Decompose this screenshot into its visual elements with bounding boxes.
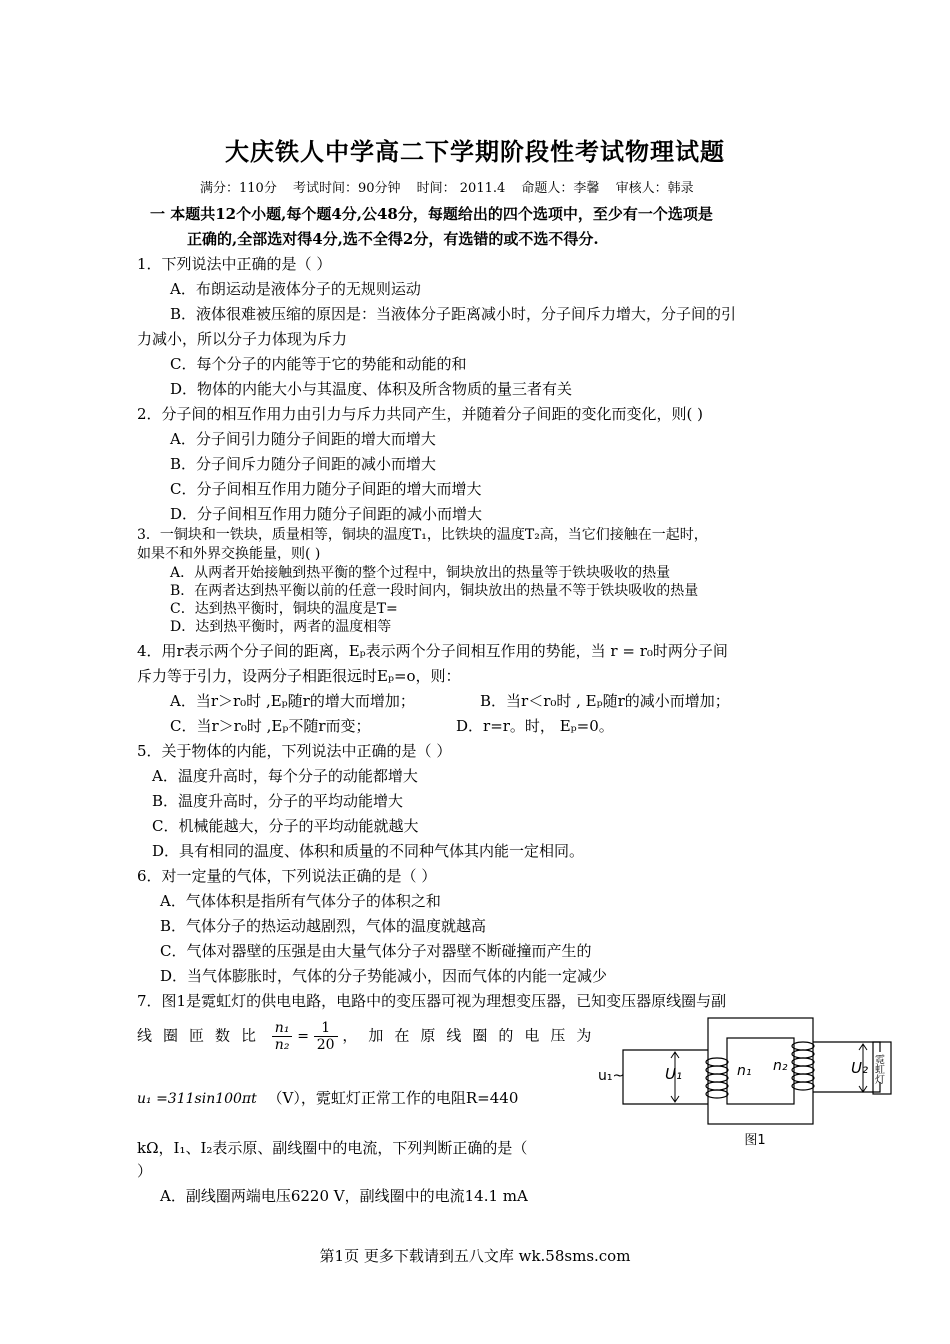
full-score: 满分：110分 <box>200 181 277 196</box>
q2-option-b: B．分子间斥力随分子间距的减小而增大 <box>170 455 437 473</box>
secondary-wire-bottom <box>813 1082 880 1092</box>
ratio-num-left: n₁ <box>272 1020 293 1037</box>
author: 命题人：李馨 <box>521 181 600 196</box>
q7-ratio-suffix: ，加在原线圈的电压为 <box>342 1026 603 1045</box>
lamp-label: 霓虹灯 <box>872 1054 884 1084</box>
q7-stem-line4: kΩ，I₁、I₂表示原、副线圈中的电流，下列判断正确的是（ <box>137 1139 528 1157</box>
q4-option-c: C．当r＞r₀时 ,Eₚ不随r而变； <box>170 717 371 735</box>
q2-option-d: D．分子间相互作用力随分子间距的减小而增大 <box>170 505 483 523</box>
ratio-fraction-right <box>314 1020 338 1053</box>
q7-ratio-prefix: 线圈匝数比 <box>137 1026 268 1045</box>
q5-option-a: A．温度升高时，每个分子的动能都增大 <box>152 767 418 785</box>
n1-label: n₁ <box>737 1063 752 1079</box>
ratio-den-left: n₂ <box>274 1037 290 1053</box>
q7-ratio-line: 线圈匝数比 $\frac{\text{n₁}}{\text{n₂}}$ = $\frac{1}{20}$ ，加在原线圈的电压为 <box>137 1020 603 1053</box>
q6-stem: 6．对一定量的气体，下列说法正确的是（ ） <box>137 867 437 885</box>
section-instructions-line2: 正确的,全部选对得4分,选不全得2分，有选错的或不选不得分. <box>187 230 599 248</box>
q6-option-c: C．气体对器壁的压强是由大量气体分子对器壁不断碰撞而产生的 <box>160 942 592 960</box>
q7-voltage-line <box>137 1087 518 1108</box>
q5-stem: 5．关于物体的内能，下列说法中正确的是（ ） <box>137 742 452 760</box>
reviewer: 审核人：韩录 <box>615 181 694 196</box>
ratio-fraction-left <box>272 1020 293 1053</box>
q3-option-d: D．达到热平衡时，两者的温度相等 <box>170 619 392 635</box>
exam-meta <box>200 177 706 196</box>
voltage-formula: u₁ =311sin100πt <box>137 1091 257 1107</box>
q4-option-d: D．r=r。时， Eₚ=0。 <box>456 717 614 735</box>
q1-option-a: A．布朗运动是液体分子的无规则运动 <box>170 280 421 298</box>
q1-option-c: C．每个分子的内能等于它的势能和动能的和 <box>170 355 467 373</box>
q6-option-d: D．当气体膨胀时，气体的分子势能减小，因而气体的内能一定减少 <box>160 967 608 985</box>
exam-date: 时间： 2011.4 <box>416 181 506 196</box>
secondary-coil <box>792 1042 814 1090</box>
q6-option-a: A．气体体积是指所有气体分子的体积之和 <box>160 892 441 910</box>
q3-stem-line2: 如果不和外界交换能量，则( ) <box>137 546 321 562</box>
q7-stem-line5: ） <box>137 1162 153 1180</box>
q5-option-c: C．机械能越大，分子的平均动能就越大 <box>152 817 419 835</box>
page-title: 大庆铁人中学高二下学期阶段性考试物理试题 <box>225 137 725 166</box>
q4-option-a: A．当r＞r₀时 ,Eₚ随r的增大而增加； <box>170 692 415 710</box>
q4-stem-line1: 4．用r表示两个分子间的距离，Eₚ表示两个分子间相互作用的势能，当 r = r₀时两分子间 <box>137 642 728 660</box>
figure-caption: 图1 <box>744 1133 766 1148</box>
q6-option-b: B．气体分子的热运动越剧烈，气体的温度就越高 <box>160 917 487 935</box>
exam-time: 考试时间：90分钟 <box>292 181 401 196</box>
q3-stem-line1: 3．一铜块和一铁块，质量相等，铜块的温度T₁，比铁块的温度T₂高，当它们接触在一起时， <box>137 527 708 543</box>
q1-option-b-line2: 力减小，所以分子力体现为斥力 <box>137 330 348 348</box>
u1-source-label: u₁~ <box>598 1068 625 1084</box>
core-outer <box>708 1018 813 1124</box>
q7-option-a: A．副线圈两端电压6220 V，副线圈中的电流14.1 mA <box>160 1187 528 1205</box>
q2-option-a: A．分子间引力随分子间距的增大而增大 <box>170 430 436 448</box>
q5-option-d: D．具有相同的温度、体积和质量的不同种气体其内能一定相同。 <box>152 842 585 860</box>
voltage-rest: （V），霓虹灯正常工作的电阻R=440 <box>267 1089 519 1107</box>
q4-stem-line2: 斥力等于引力，设两分子相距很远时Eₚ=o，则： <box>137 667 461 685</box>
u1-label: U₁ <box>665 1065 682 1083</box>
q3-option-b: B．在两者达到热平衡以前的任意一段时间内，铜块放出的热量不等于铁块吸收的热量 <box>170 583 699 599</box>
ratio-num-right: 1 <box>314 1020 338 1037</box>
section-instructions-line1: 一 本题共12个小题,每个题4分,公48分，每题给出的四个选项中，至少有一个选项是 <box>150 205 713 223</box>
q2-option-c: C．分子间相互作用力随分子间距的增大而增大 <box>170 480 482 498</box>
page-footer: 第1页 更多下载请到五八文库 wk.58sms.com <box>319 1247 631 1265</box>
secondary-wire-top <box>813 1042 880 1052</box>
transformer-diagram <box>595 1012 905 1152</box>
ratio-den-right: 20 <box>316 1037 335 1053</box>
q1-stem: 1．下列说法中正确的是（ ） <box>137 255 332 273</box>
primary-coil <box>706 1058 728 1098</box>
u2-label: U₂ <box>851 1059 868 1077</box>
n2-label: n₂ <box>773 1058 788 1074</box>
q3-option-c: C．达到热平衡时，铜块的温度是T= <box>170 601 398 617</box>
q1-option-b-line1: B．液体很难被压缩的原因是：当液体分子距离减小时，分子间斥力增大，分子间的引 <box>170 305 737 323</box>
q3-option-a: A．从两者开始接触到热平衡的整个过程中，铜块放出的热量等于铁块吸收的热量 <box>170 565 671 581</box>
q7-stem-line1: 7．图1是霓虹灯的供电电路，电路中的变压器可视为理想变压器，已知变压器原线圈与副 <box>137 992 727 1010</box>
q4-option-b: B．当r＜r₀时 , Eₚ随r的减小而增加； <box>480 692 730 710</box>
q5-option-b: B．温度升高时，分子的平均动能增大 <box>152 792 404 810</box>
q2-stem: 2．分子间的相互作用力由引力与斥力共同产生，并随着分子间距的变化而变化，则( ) <box>137 405 704 423</box>
q1-option-d: D．物体的内能大小与其温度、体积及所含物质的量三者有关 <box>170 380 573 398</box>
